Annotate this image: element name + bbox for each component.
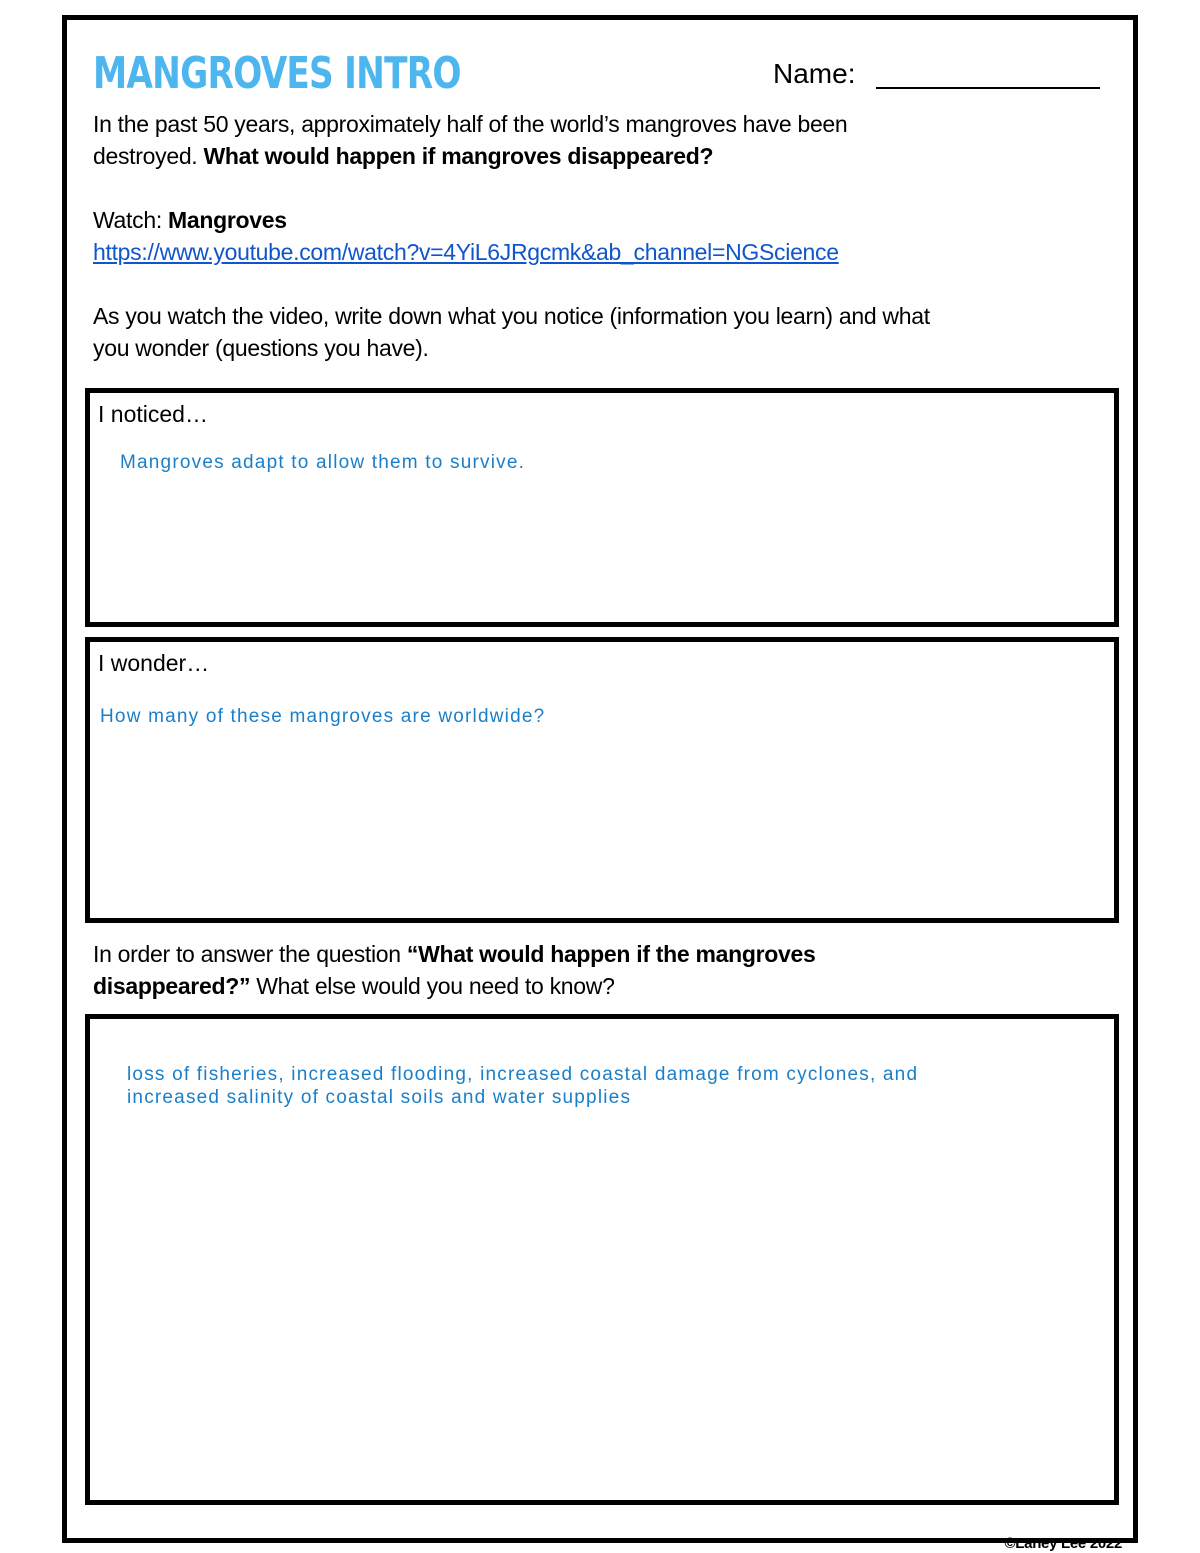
instructions-line-2: you wonder (questions you have). — [93, 335, 429, 361]
wonder-answer[interactable]: How many of these mangroves are worldwide? — [100, 706, 546, 727]
intro-line-1: In the past 50 years, approximately half of the world’s mangroves have been — [93, 111, 848, 137]
need-to-know-answer-line-2[interactable]: increased salinity of coastal soils and water supplies — [127, 1087, 632, 1108]
copyright: ©Laney Lee 2022 — [1004, 1535, 1122, 1552]
watch-line — [93, 204, 287, 236]
wonder-box[interactable] — [85, 637, 1119, 923]
noticed-label: I noticed… — [98, 401, 208, 427]
video-title: Mangroves — [168, 207, 287, 233]
noticed-box[interactable] — [85, 388, 1119, 627]
video-link[interactable]: https://www.youtube.com/watch?v=4YiL6JRgcmk&ab_channel=NGScience — [93, 239, 839, 265]
name-label: Name: — [773, 58, 856, 89]
question-quote-end: disappeared?” — [93, 973, 251, 999]
question-quote-start: “What would happen if the mangroves — [406, 941, 816, 967]
intro-line-2 — [93, 140, 713, 172]
noticed-answer[interactable]: Mangroves adapt to allow them to survive. — [120, 452, 526, 473]
question-text: In order to answer the question — [93, 941, 407, 967]
video-link-line — [93, 236, 839, 268]
instructions-line-1: As you watch the video, write down what you notice (information you learn) and what — [93, 303, 930, 329]
need-to-know-answer-line-1[interactable]: loss of fisheries, increased flooding, increased coastal damage from cyclones, and — [127, 1064, 919, 1085]
name-field-line[interactable] — [876, 87, 1100, 89]
watch-label: Watch: — [93, 207, 169, 233]
wonder-label: I wonder… — [98, 650, 210, 676]
worksheet-title: MANGROVES INTRO — [93, 48, 461, 99]
question-prompt: What else would you need to know? — [250, 973, 615, 999]
question-line-1 — [93, 938, 816, 970]
intro-question: What would happen if mangroves disappeared? — [203, 143, 714, 169]
question-line-2 — [93, 970, 615, 1002]
need-to-know-box[interactable] — [85, 1014, 1119, 1505]
intro-text: destroyed. — [93, 143, 204, 169]
